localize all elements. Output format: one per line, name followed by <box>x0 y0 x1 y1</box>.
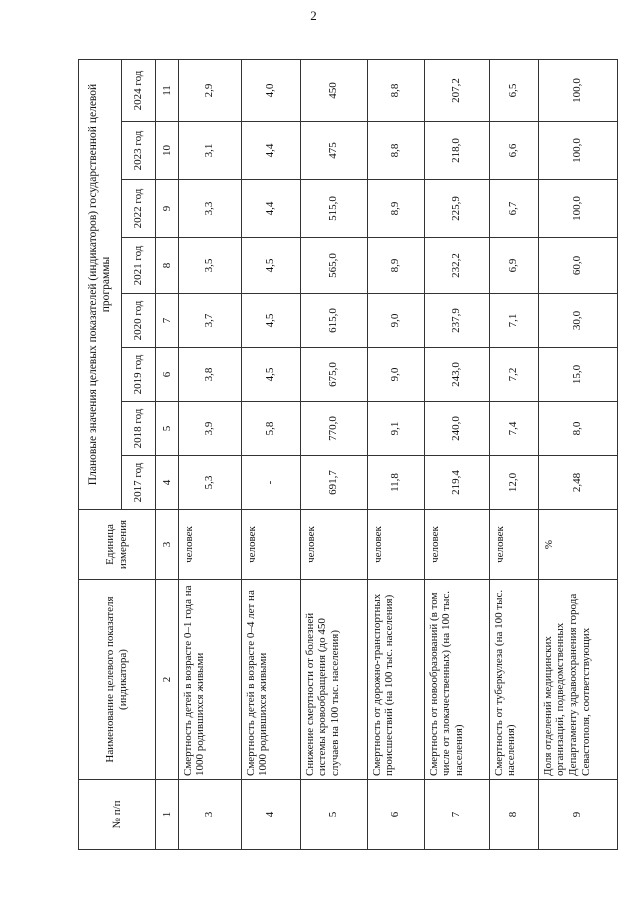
year-header: 2019 год <box>121 348 156 402</box>
value-cell: 4,0 <box>241 60 300 122</box>
column-index: 7 <box>156 294 178 348</box>
value-cell: 6,6 <box>489 122 538 180</box>
value-cell: 225,9 <box>424 180 489 238</box>
value-cell: 9,0 <box>367 294 424 348</box>
column-index: 5 <box>156 402 178 456</box>
value-cell: 237,9 <box>424 294 489 348</box>
value-cell: 770,0 <box>300 402 367 456</box>
indicator-name: Доля отделений медицинских организаций, подведомственных Департаменту здравоохранения города Севастополя, соответствующих <box>538 580 617 780</box>
value-cell: 100,0 <box>538 122 617 180</box>
value-cell: 9,0 <box>367 348 424 402</box>
row-number: 5 <box>300 780 367 850</box>
table-row <box>489 60 538 850</box>
column-index: 9 <box>156 180 178 238</box>
column-index: 1 <box>156 780 178 850</box>
unit-cell: человек <box>300 510 367 580</box>
value-cell: 60,0 <box>538 238 617 294</box>
column-index: 11 <box>156 60 178 122</box>
unit-cell: человек <box>367 510 424 580</box>
row-number: 4 <box>241 780 300 850</box>
value-cell: 5,3 <box>178 456 241 510</box>
column-index: 10 <box>156 122 178 180</box>
unit-cell: человек <box>424 510 489 580</box>
header-unit: Единица измерения <box>79 510 156 580</box>
column-index: 6 <box>156 348 178 402</box>
value-cell: 5,8 <box>241 402 300 456</box>
value-cell: 232,2 <box>424 238 489 294</box>
value-cell: 3,5 <box>178 238 241 294</box>
table-row <box>300 60 367 850</box>
value-cell: 3,7 <box>178 294 241 348</box>
row-number: 9 <box>538 780 617 850</box>
header-name: Наименование целевого показателя (индикатора) <box>79 580 156 780</box>
value-cell: 6,7 <box>489 180 538 238</box>
page-number: 2 <box>310 8 317 23</box>
value-cell: 4,4 <box>241 122 300 180</box>
value-cell: 2,48 <box>538 456 617 510</box>
table-row <box>424 60 489 850</box>
value-cell: 207,2 <box>424 60 489 122</box>
year-header: 2017 год <box>121 456 156 510</box>
unit-cell: человек <box>241 510 300 580</box>
year-header: 2020 год <box>121 294 156 348</box>
row-number: 3 <box>178 780 241 850</box>
indicator-name: Снижение смертности от болезней системы кровообращения (до 450 случаев на 100 тыс. населения) <box>300 580 367 780</box>
header-row-1 <box>79 60 122 850</box>
value-cell: 475 <box>300 122 367 180</box>
value-cell: 6,5 <box>489 60 538 122</box>
value-cell: 7,1 <box>489 294 538 348</box>
table-body <box>79 60 618 850</box>
unit-cell: человек <box>489 510 538 580</box>
header-num: № п/п <box>79 780 156 850</box>
value-cell: 4,5 <box>241 294 300 348</box>
value-cell: - <box>241 456 300 510</box>
value-cell: 2,9 <box>178 60 241 122</box>
value-cell: 675,0 <box>300 348 367 402</box>
value-cell: 565,0 <box>300 238 367 294</box>
row-number: 8 <box>489 780 538 850</box>
year-header: 2023 год <box>121 122 156 180</box>
value-cell: 3,1 <box>178 122 241 180</box>
header-group: Плановые значения целевых показателей (индикаторов) государственной целевой программы <box>79 60 122 510</box>
value-cell: 3,8 <box>178 348 241 402</box>
value-cell: 8,8 <box>367 122 424 180</box>
value-cell: 30,0 <box>538 294 617 348</box>
value-cell: 8,9 <box>367 180 424 238</box>
indicator-name: Смертность от туберкулеза (на 100 тыс. населения) <box>489 580 538 780</box>
column-index-row <box>156 60 178 850</box>
value-cell: 219,4 <box>424 456 489 510</box>
value-cell: 100,0 <box>538 180 617 238</box>
value-cell: 218,0 <box>424 122 489 180</box>
value-cell: 615,0 <box>300 294 367 348</box>
year-header: 2018 год <box>121 402 156 456</box>
value-cell: 450 <box>300 60 367 122</box>
column-index: 8 <box>156 238 178 294</box>
year-header: 2022 год <box>121 180 156 238</box>
value-cell: 11,8 <box>367 456 424 510</box>
indicator-name: Смертность от дорожно-транспортных происшествий (на 100 тыс. населения) <box>367 580 424 780</box>
indicator-name: Смертность детей в возрасте 0–1 года на 1000 родившихся живыми <box>178 580 241 780</box>
row-number: 7 <box>424 780 489 850</box>
value-cell: 7,4 <box>489 402 538 456</box>
value-cell: 4,4 <box>241 180 300 238</box>
value-cell: 691,7 <box>300 456 367 510</box>
value-cell: 6,9 <box>489 238 538 294</box>
year-header: 2021 год <box>121 238 156 294</box>
column-index: 4 <box>156 456 178 510</box>
indicator-name: Смертность от новообразований (в том числе от злокачественных) (на 100 тыс. населения) <box>424 580 489 780</box>
unit-cell: % <box>538 510 617 580</box>
table-row <box>538 60 617 850</box>
row-number: 6 <box>367 780 424 850</box>
rotated-table-container <box>78 60 618 850</box>
table-row <box>367 60 424 850</box>
table-row <box>241 60 300 850</box>
value-cell: 100,0 <box>538 60 617 122</box>
value-cell: 240,0 <box>424 402 489 456</box>
table-row <box>178 60 241 850</box>
value-cell: 243,0 <box>424 348 489 402</box>
value-cell: 4,5 <box>241 348 300 402</box>
value-cell: 7,2 <box>489 348 538 402</box>
year-header: 2024 год <box>121 60 156 122</box>
value-cell: 12,0 <box>489 456 538 510</box>
value-cell: 3,9 <box>178 402 241 456</box>
value-cell: 8,9 <box>367 238 424 294</box>
value-cell: 4,5 <box>241 238 300 294</box>
value-cell: 3,3 <box>178 180 241 238</box>
indicator-name: Смертность детей в возрасте 0–4 лет на 1000 родившихся живыми <box>241 580 300 780</box>
value-cell: 515,0 <box>300 180 367 238</box>
unit-cell: человек <box>178 510 241 580</box>
column-index: 2 <box>156 580 178 780</box>
value-cell: 15,0 <box>538 348 617 402</box>
value-cell: 8,8 <box>367 60 424 122</box>
value-cell: 9,1 <box>367 402 424 456</box>
column-index: 3 <box>156 510 178 580</box>
value-cell: 8,0 <box>538 402 617 456</box>
indicators-table <box>78 59 618 850</box>
